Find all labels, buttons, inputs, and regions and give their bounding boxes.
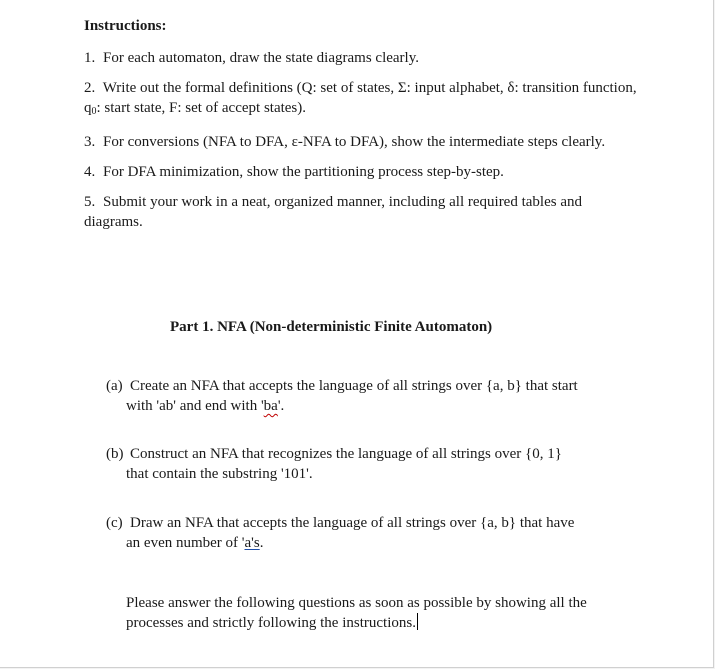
question-line2: an even number of ' (126, 535, 245, 551)
question-line1: Create an NFA that accepts the language of all strings over {a, b} that start (130, 378, 578, 394)
instructions-title: Instructions: (84, 18, 167, 34)
question-c (106, 513, 626, 553)
instruction-text: Write out the formal definitions (Q: set of states, Σ: input alphabet, δ: transition function, q (84, 80, 637, 116)
instruction-text: Submit your work in a neat, organized manner, including all required tables and diagrams. (84, 194, 582, 230)
instruction-item-1 (84, 48, 644, 68)
instruction-text: For DFA minimization, show the partitioning process step-by-step. (103, 164, 504, 180)
instruction-item-2 (84, 78, 644, 122)
instruction-text-cont: : start state, F: set of accept states). (96, 100, 307, 116)
instruction-number: 5. (84, 194, 96, 210)
question-label: (c) (106, 515, 123, 531)
question-a (106, 376, 626, 416)
subscript-zero: 0 (91, 106, 97, 117)
instruction-item-4 (84, 162, 644, 182)
question-b (106, 444, 626, 484)
question-line2-end: '. (277, 398, 285, 414)
grammar-flagged-word[interactable]: a's (244, 535, 260, 551)
question-line2: that contain the substring '101'. (126, 466, 313, 482)
question-label: (a) (106, 378, 123, 394)
instruction-number: 2. (84, 80, 96, 96)
instruction-item-3 (84, 132, 644, 152)
instructions-section (84, 16, 644, 242)
question-line2: with 'ab' and end with ' (126, 398, 264, 414)
instruction-item-5 (84, 192, 644, 232)
question-line1: Construct an NFA that recognizes the language of all strings over {0, 1} (130, 446, 562, 462)
instruction-text: For each automaton, draw the state diagrams clearly. (103, 50, 419, 66)
instruction-number: 1. (84, 50, 96, 66)
closing-paragraph[interactable] (126, 593, 646, 633)
part1-heading: Part 1. NFA (Non-deterministic Finite Automaton) (170, 319, 493, 335)
instruction-text: For conversions (NFA to DFA, ε-NFA to DFA), show the intermediate steps clearly. (103, 134, 606, 150)
text-cursor (417, 613, 418, 630)
spelling-flagged-word[interactable]: ba (263, 398, 278, 414)
question-line1: Draw an NFA that accepts the language of all strings over {a, b} that have (130, 515, 575, 531)
instruction-number: 4. (84, 164, 96, 180)
question-line2-end: . (259, 535, 264, 551)
closing-text: Please answer the following questions as soon as possible by showing all the processes and strictly following the instructions. (126, 595, 587, 631)
question-label: (b) (106, 446, 124, 462)
instruction-number: 3. (84, 134, 96, 150)
